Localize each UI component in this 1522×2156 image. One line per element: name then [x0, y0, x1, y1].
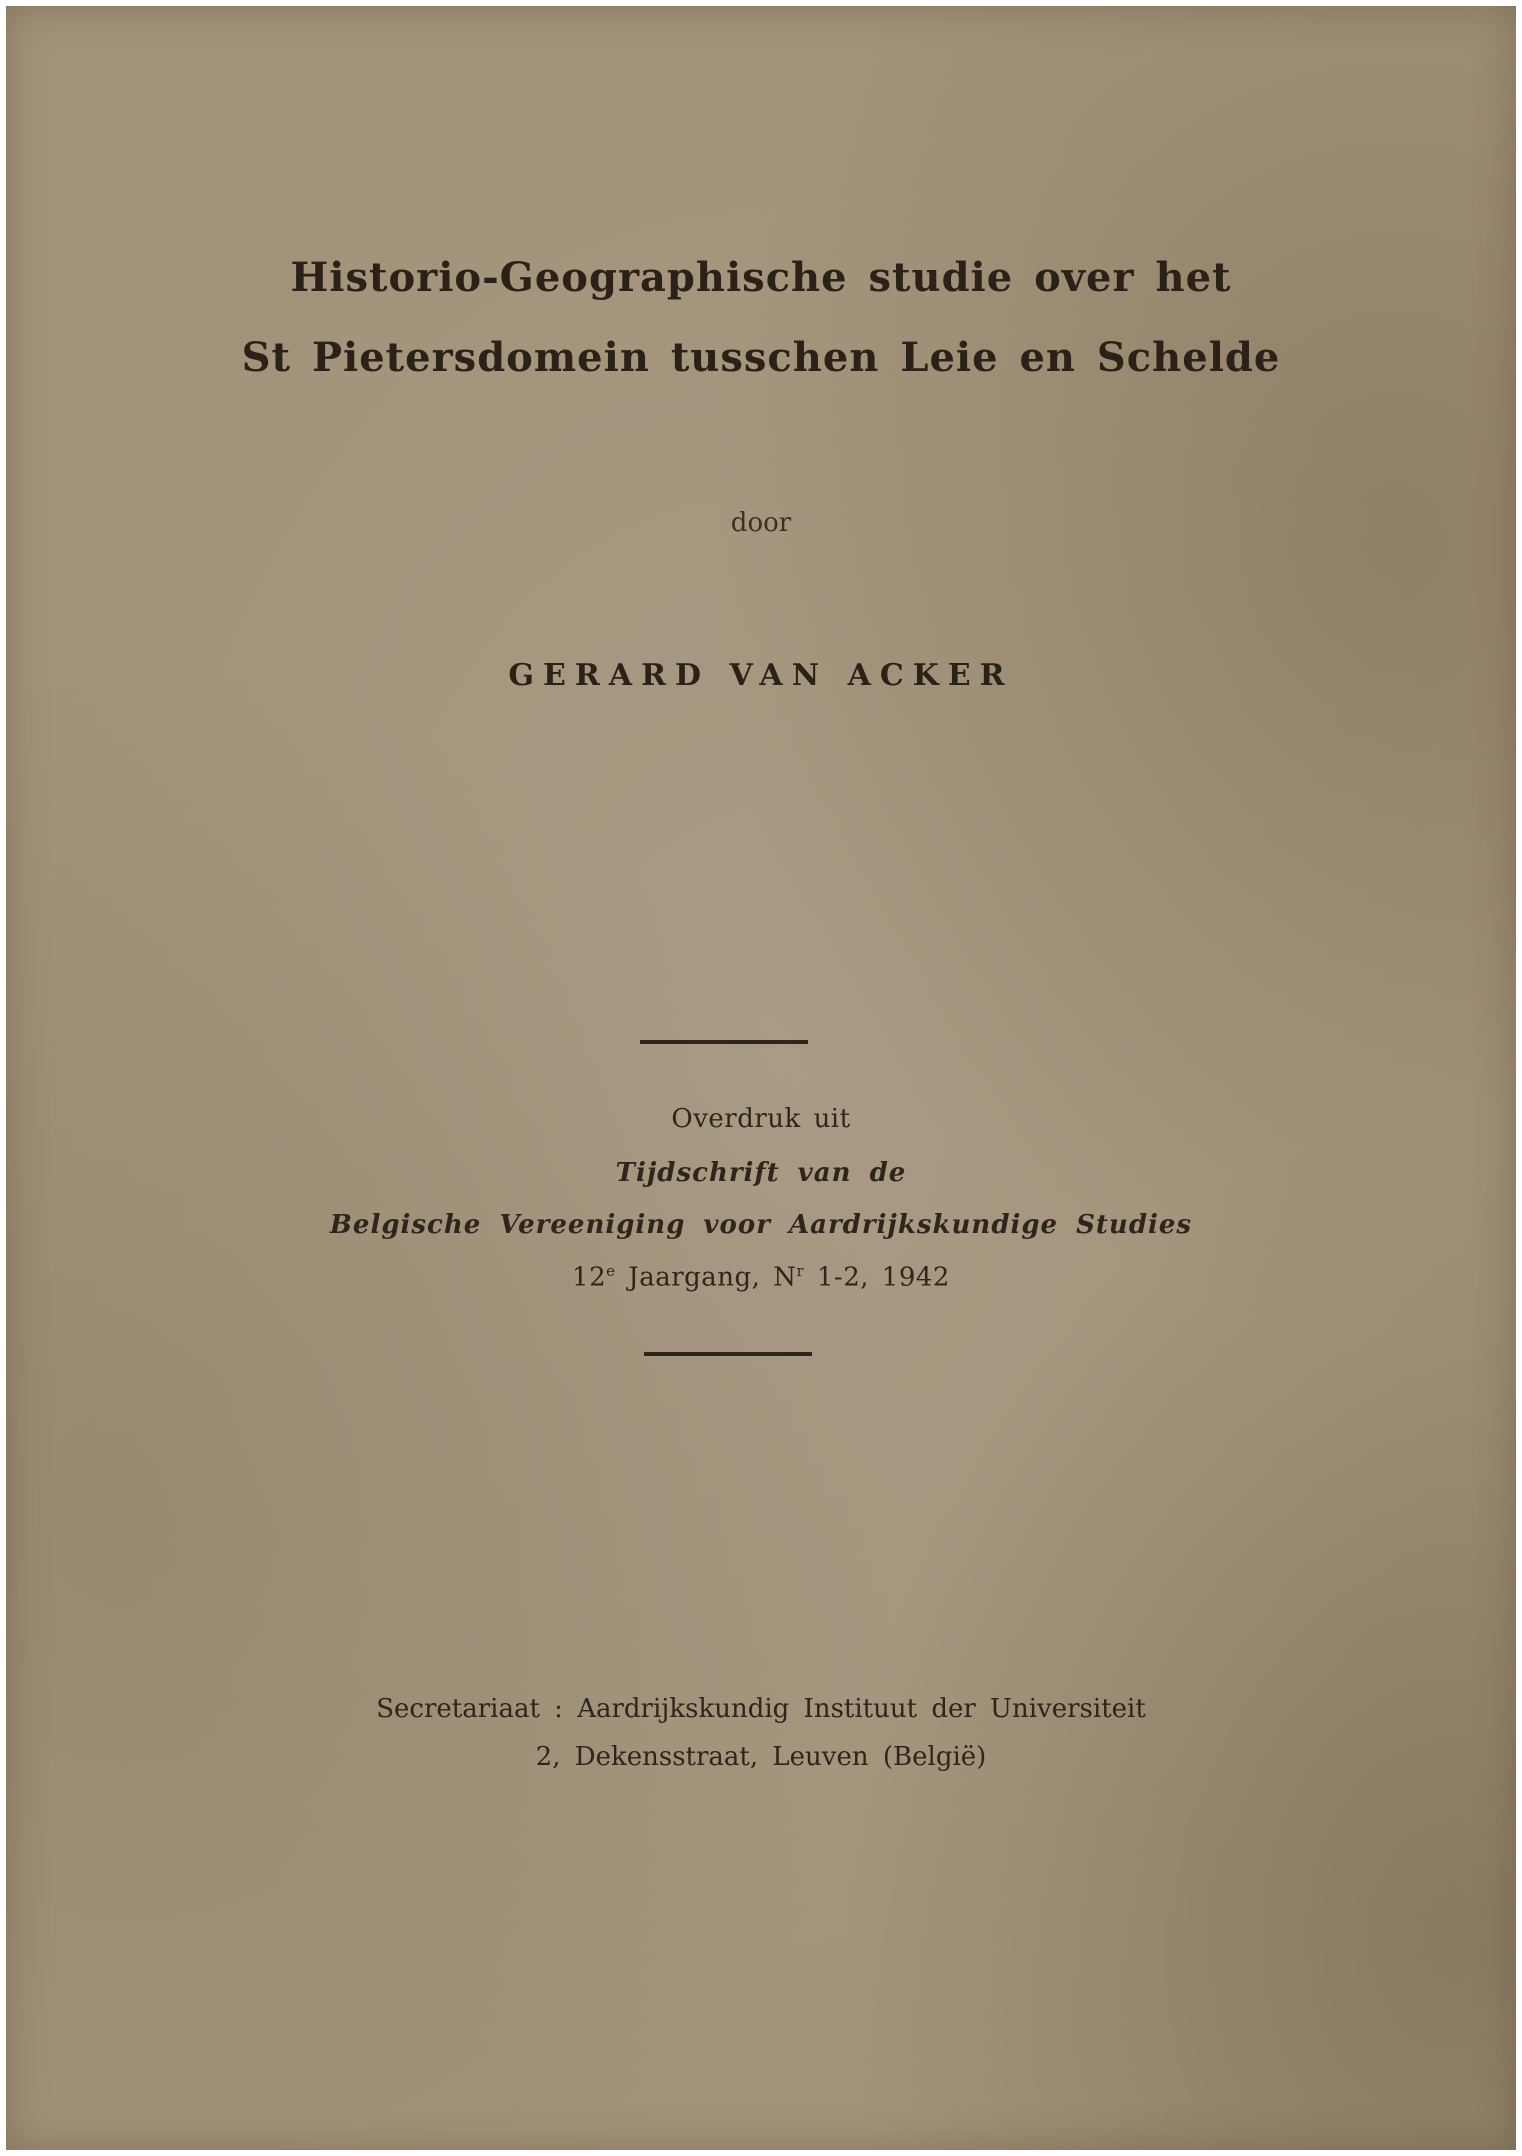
volume-info	[6, 1262, 1516, 1293]
book-cover	[6, 6, 1516, 2150]
volume-sup: e	[606, 1262, 616, 1280]
address-line-1: Secretariaat : Aardrijkskundig Instituut der Universiteit	[376, 1694, 1146, 1724]
journal-line-2: Belgische Vereeniging voor Aardrijkskundige Studies	[329, 1210, 1193, 1240]
offprint-label: Overdruk uit	[671, 1104, 851, 1134]
title-line-1: Historio-Geographische studie over het	[290, 254, 1232, 301]
by-label: door	[730, 508, 792, 538]
volume-nr-sup: r	[796, 1262, 805, 1280]
volume-suffix: 1-2, 1942	[804, 1262, 950, 1293]
title-line-2: St Pietersdomein tusschen Leie en Schelde	[241, 334, 1281, 381]
volume-prefix: 12	[572, 1262, 607, 1293]
author-name: GERARD VAN ACKER	[508, 658, 1014, 693]
divider-top	[640, 1040, 808, 1044]
address-line-2: 2, Dekensstraat, Leuven (België)	[535, 1742, 987, 1772]
divider-bottom	[644, 1352, 812, 1356]
journal-line-1: Tijdschrift van de	[615, 1158, 907, 1188]
volume-mid: Jaargang, N	[615, 1262, 797, 1293]
